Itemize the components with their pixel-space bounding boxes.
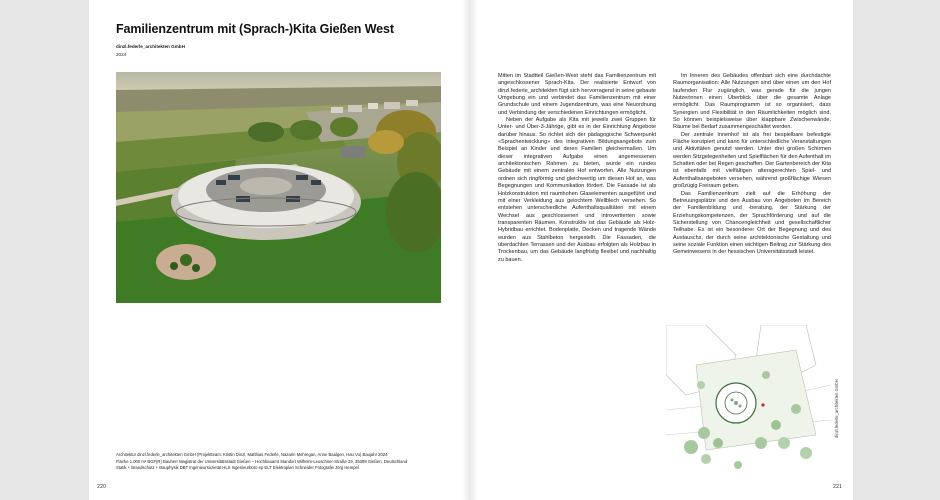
credits-line: Statik + Brandschutz + Bauphysik DBT Ingenieursozietät HLS Ingenieurbüro ep ELT Elektroplan Schneider Fotografie Jörg Hempel bbox=[116, 465, 359, 471]
page-number-right: 221 bbox=[833, 484, 842, 490]
plan-credit: dinzl.federle_architekten GmbH bbox=[834, 379, 839, 438]
page-number-left: 220 bbox=[97, 484, 106, 490]
credits-line: Architektur dinzl.federle_architekten GmbH (Projektteam: Kristin Dinzl, Matthias Federle, Nazarin Mehregan, Anne Baalgen, Hau Vu) Baujahr 2024 bbox=[116, 452, 388, 457]
architect-firm: dinzl.federle_architekten GmbH bbox=[116, 44, 185, 49]
paragraph: Mitten im Stadtteil Gießen-West steht das Familienzentrum mit angeschlossener Sprach-Kita. Der realisierte Entwurf von dinzl.federle_architekten fügt sich hervorragend in seine gebaute Umgebung ein und verbindet das Familienzentrum mit einer Grundschule und einem Jugendzentrum, was eine Neuordnung und Verbindung der verschiedenen Einrichtungen ermöglicht. bbox=[498, 73, 656, 116]
project-credits bbox=[116, 452, 461, 472]
project-year: 2024 bbox=[116, 52, 127, 57]
credits-line: Fläche 1.000 m² BGF(R) Bauherr Magistrat der Universitätsstadt Gießen – Hochbauamt Standort Wilhelm-Leuschner-Straße 29, 35398 Gießen, Deutschland bbox=[116, 458, 408, 464]
aerial-photo bbox=[116, 72, 441, 303]
body-text-column-2 bbox=[673, 73, 831, 257]
paragraph: Das Familienzentrum zielt auf die Erhöhung der Betreuungsplätze und den Ausbau von Angeboten im Bereich der Familienbildung und -beratung, der Stärkung der Erziehungskompetenzen, der Sprachförderung und auf die Sicherstellung von Chancengleichheit und gesellschaftlicher Teilhabe. Es ist ein besonderer Ort der Begegnung und des Austauschs, der durch seine architektonische Gestaltung und seine soziale Funktion einen wichtigen Beitrag zur Stärkung des Gemeinwesens in der hessischen Universitätsstadt leistet. bbox=[673, 190, 831, 256]
site-plan bbox=[666, 325, 831, 471]
paragraph: Neben der Aufgabe als Kita mit jeweils zwei Gruppen für Unter- und Über-3-Jährige, gibt es in der Einrichtung Angebote darüber hinaus. So richtet sich der pädagogische Schwerpunkt «Sprachentwicklung» des integrativen Bildungsangebots zum Beispiel an Kinder und deren Familien gleichermaßen. Um dieser integrativen Aufgabe einen angemessenen architektonischen Rahmen zu bieten, wurde ein rundes Gebäude mit einem zentralen Hof entworfen. Alle Nutzungen ordnen sich ringförmig und gleichwertig um diesen Hof an, was Begegnungen und Kommunikation fördert. Die Fassade ist als Holzkonstruktion mit raumhohen Glaselementen ausgeführt und mit einer Verkleidung aus gelochtem Wellblech versehen. So entstehen unterschiedliche Aufenthaltsqualitäten mit einem Wechsel aus geschlossenen und introvertierten sowie transparenten Räumen. Konstruktiv ist das Gebäude als Holz-Hybridbau errichtet. Bodenplatte, Decken und tragende Wände wurden aus Stahlbeton hergestellt. Die Fassaden, die überdachten Terrassen und der Ausbau erfolgten als Holzbau in Trockenbau, um das Gebäude langfristig flexibel und nachhaltig zu bauen. bbox=[498, 117, 656, 263]
paragraph: Der zentrale Innenhof ist als frei bespielbare befestigte Fläche konzipiert und kann für unterschiedliche Veranstaltungen und Aktivitäten genutzt werden. Unter drei großen Schirmen werden Sitzgelegenheiten und Spielflächen für den Aufenthalt im Schatten oder bei Regen geschaffen. Der Gartenbereich der Kita ist ebenfalls mit vielfältigen altersgerechten Spiel- und Aufenthaltsangeboten versehen, während großflächige Wiesen großzügig Freiraum geben. bbox=[673, 131, 831, 190]
book-gutter bbox=[462, 0, 478, 500]
article-title: Familienzentrum mit (Sprach-)Kita Gießen West bbox=[116, 22, 394, 36]
body-text-column-1 bbox=[498, 73, 656, 264]
paragraph: Im Inneren des Gebäudes offenbart sich eine durchdachte Raumorganisation: Alle Nutzungen sind über einen um den Hof laufenden Flur zugänglich, was gerade für die jungen Nutzerinnen einen Überblick über die gesamte Anlage ermöglicht. Das Raumprogramm ist so organisiert, dass Synergien und Flexibilität in den Räumlichkeiten möglich sind. So können beispielsweise über klappbare Zwischenwände, Räume bei Bedarf zusammengeschaltet werden. bbox=[673, 73, 831, 131]
